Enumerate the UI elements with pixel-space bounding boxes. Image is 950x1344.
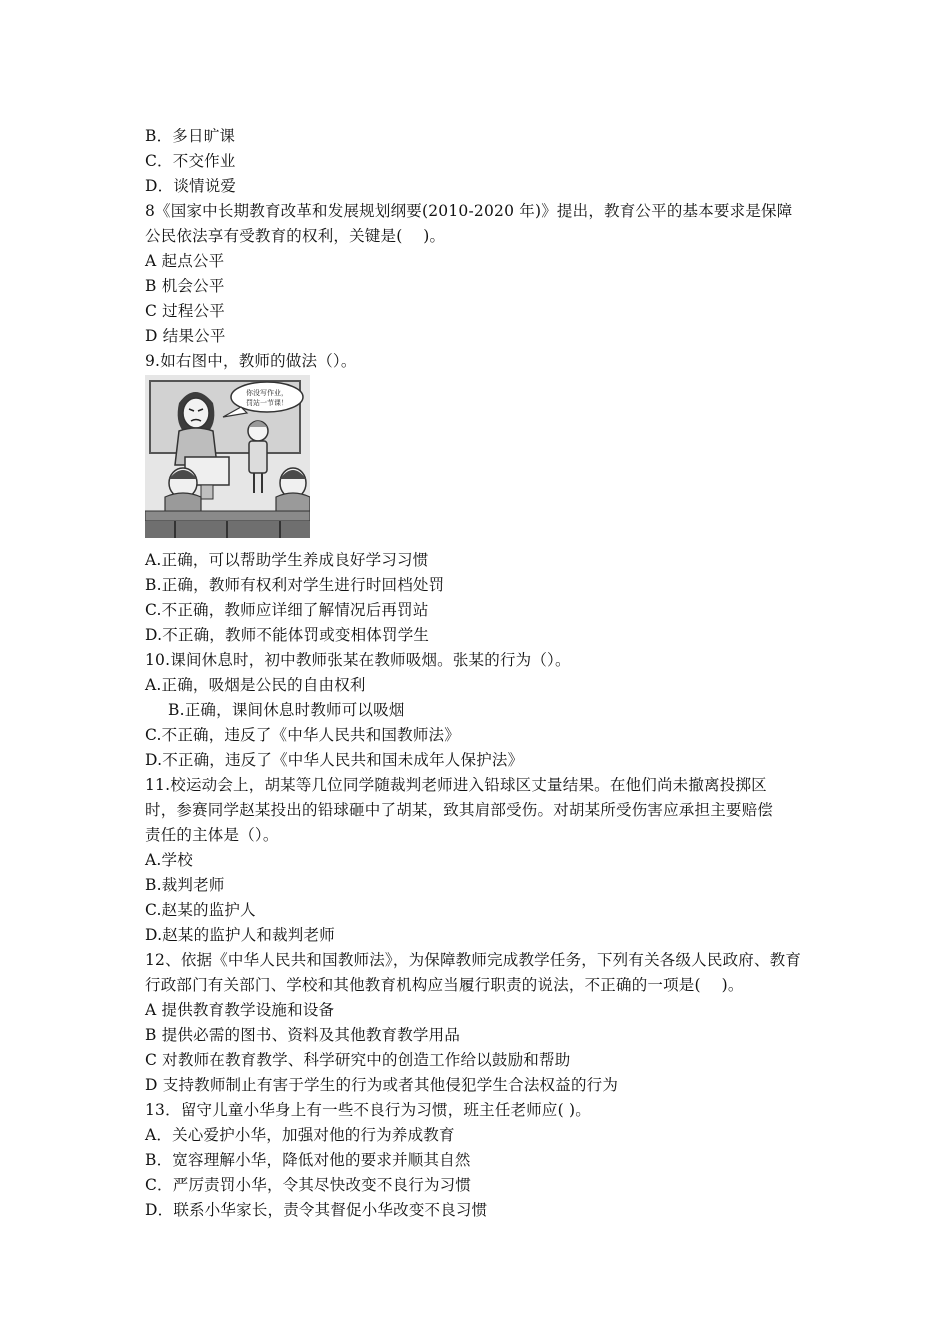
q9-option-d: D.不正确，教师不能体罚或变相体罚学生	[145, 626, 430, 644]
q13-option-b: B．宽容理解小华，降低对他的要求并顺其自然	[145, 1151, 471, 1169]
q12-stem-line1: 12、依据《中华人民共和国教师法》，为保障教师完成教学任务，下列有关各级人民政府、教育	[145, 951, 802, 969]
q8-option-c: C 过程公平	[145, 302, 225, 320]
q12-stem-line2: 行政部门有关部门、学校和其他教育机构应当履行职责的说法，不正确的一项是( )。	[145, 976, 744, 994]
q12-option-d: D 支持教师制止有害于学生的行为或者其他侵犯学生合法权益的行为	[145, 1076, 619, 1094]
q11-option-c: C.赵某的监护人	[145, 901, 256, 919]
q9-option-b: B.正确，教师有权利对学生进行时回档处罚	[145, 576, 445, 594]
q13-option-d: D．联系小华家长，责令其督促小华改变不良习惯	[145, 1201, 488, 1219]
q12-option-a: A 提供教育教学设施和设备	[145, 1001, 335, 1019]
q11-stem-line3: 责任的主体是（）。	[145, 826, 279, 844]
speech-text-line1: 你没写作业，	[246, 389, 288, 397]
q7-option-c: C．不交作业	[145, 152, 236, 170]
seated-student-right	[276, 468, 310, 517]
q9-option-a: A.正确，可以帮助学生养成良好学习习惯	[145, 551, 429, 569]
q9-stem: 9.如右图中，教师的做法（）。	[145, 352, 357, 370]
q8-option-b: B 机会公平	[145, 277, 225, 295]
q13-option-a: A．关心爱护小华，加强对他的行为养成教育	[145, 1126, 455, 1144]
q13-option-c: C．严厉责罚小华，令其尽快改变不良行为习惯	[145, 1176, 472, 1194]
q12-option-c: C 对教师在教育教学、科学研究中的创造工作给以鼓励和帮助	[145, 1051, 571, 1069]
q13-stem: 13．留守儿童小华身上有一些不良行为习惯，班主任老师应( )。	[145, 1101, 591, 1119]
q10-option-c: C.不正确，违反了《中华人民共和国教师法》	[145, 726, 460, 744]
q11-option-a: A.学校	[145, 851, 193, 869]
q10-option-d: D.不正确，违反了《中华人民共和国未成年人保护法》	[145, 751, 524, 769]
q10-option-a: A.正确，吸烟是公民的自由权利	[145, 676, 366, 694]
q11-stem-line2: 时，参赛同学赵某投出的铅球砸中了胡某，致其肩部受伤。对胡某所受伤害应承担主要赔偿	[145, 801, 774, 819]
q7-option-b: B．多日旷课	[145, 127, 236, 145]
q11-option-b: B.裁判老师	[145, 876, 225, 894]
teacher-figure	[175, 392, 217, 465]
q11-option-d: D.赵某的监护人和裁判老师	[145, 926, 335, 944]
q8-option-a: A 起点公平	[145, 252, 225, 270]
q9-cartoon-figure	[145, 375, 310, 538]
q11-stem-line1: 11.校运动会上，胡某等几位同学随裁判老师进入铅球区丈量结果。在他们尚未撤离投掷区	[145, 776, 767, 794]
q12-option-b: B 提供必需的图书、资料及其他教育教学用品	[145, 1026, 461, 1044]
q8-stem-line1: 8《国家中长期教育改革和发展规划纲要(2010-2020 年)》提出，教育公平的基本要求是保障	[145, 202, 793, 220]
q8-option-d: D 结果公平	[145, 327, 226, 345]
q9-option-c: C.不正确，教师应详细了解情况后再罚站	[145, 601, 429, 619]
standing-student-figure	[248, 421, 268, 493]
q10-stem: 10.课间休息时，初中教师张某在教师吸烟。张某的行为（）。	[145, 651, 571, 669]
q8-stem-line2: 公民依法享有受教育的权利，关键是( )。	[145, 227, 446, 245]
speech-text-line2: 罚站一节课！	[246, 399, 288, 407]
seated-student-left	[165, 468, 201, 517]
q10-option-b: B.正确，课间休息时教师可以吸烟	[168, 701, 405, 719]
q7-option-d: D．谈情说爱	[145, 177, 237, 195]
